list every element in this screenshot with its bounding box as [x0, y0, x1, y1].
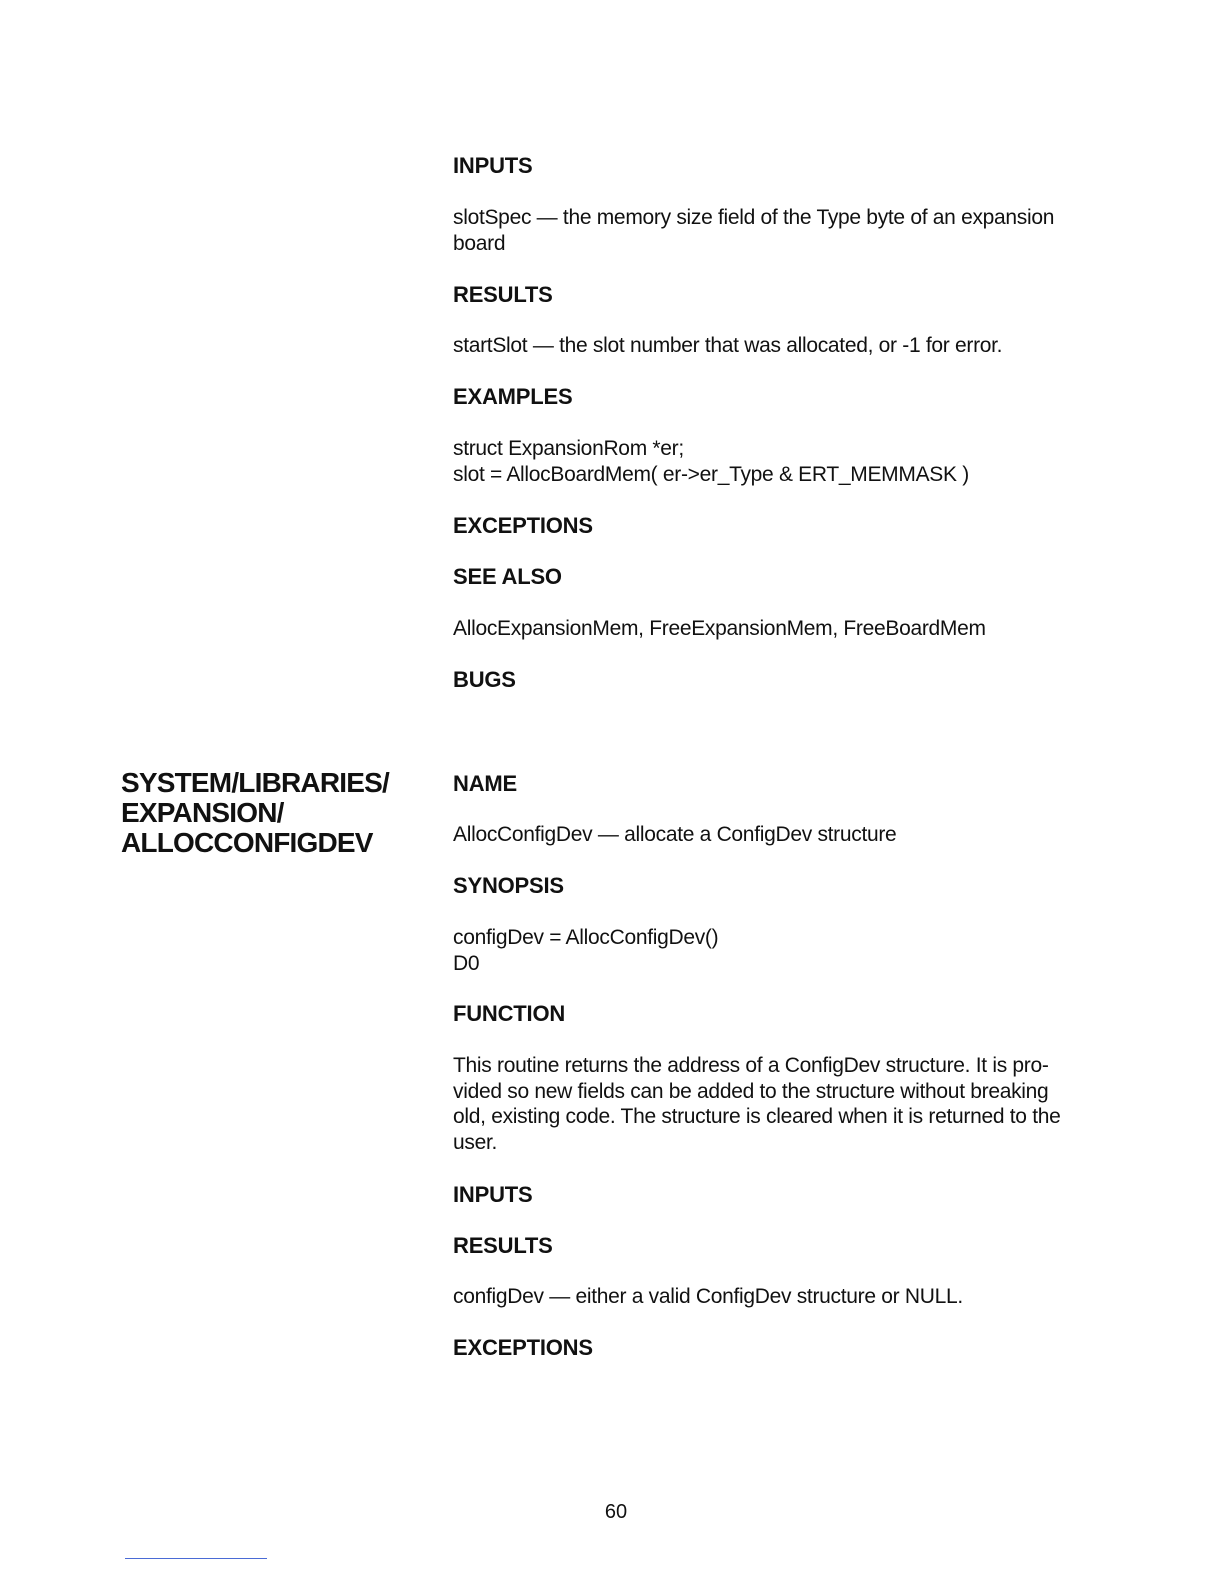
- prev-bugs-heading: BUGS: [453, 667, 516, 692]
- text-line: startSlot — the slot number that was allocated, or -1 for error.: [453, 334, 1003, 357]
- exceptions-heading: EXCEPTIONS: [453, 1335, 593, 1360]
- results-text: [453, 1284, 1103, 1310]
- text-line: user.: [453, 1130, 498, 1154]
- text-line: AllocExpansionMem, FreeExpansionMem, FreeBoardMem: [453, 617, 986, 640]
- name-text: [453, 822, 1103, 848]
- synopsis-heading: SYNOPSIS: [453, 873, 564, 898]
- prev-exceptions-heading: EXCEPTIONS: [453, 513, 593, 538]
- text-line: configDev — either a valid ConfigDev structure or NULL.: [453, 1285, 963, 1308]
- code-line: slot = AllocBoardMem( er->er_Type & ERT_MEMMASK ): [453, 462, 969, 486]
- prev-examples-heading: EXAMPLES: [453, 384, 573, 409]
- prev-see-also-text: [453, 616, 1103, 642]
- function-heading: FUNCTION: [453, 1001, 566, 1026]
- page-number: 60: [604, 1501, 628, 1523]
- prev-inputs-heading: INPUTS: [453, 153, 533, 178]
- text-line: AllocConfigDev — allocate a ConfigDev structure: [453, 823, 897, 846]
- text-line: old, existing code. The structure is cleared when it is returned to the: [453, 1105, 1061, 1128]
- prev-inputs-text: [453, 205, 1103, 256]
- entry-title-line: ALLOCCONFIGDEV: [121, 827, 373, 858]
- inputs-heading: INPUTS: [453, 1182, 533, 1207]
- text-line: slotSpec — the memory size field of the Type byte of an expansion: [453, 206, 1055, 229]
- code-line: D0: [453, 951, 480, 975]
- text-line: This routine returns the address of a ConfigDev structure. It is pro-: [453, 1054, 1049, 1077]
- synopsis-code: [453, 925, 1103, 976]
- text-line: vided so new fields can be added to the structure without breaking: [453, 1079, 1049, 1103]
- entry-title-line: EXPANSION/: [121, 797, 284, 828]
- code-line: configDev = AllocConfigDev(): [453, 926, 719, 949]
- prev-see-also-heading: SEE ALSO: [453, 564, 562, 589]
- prev-examples-code: [453, 436, 1103, 487]
- entry-title-line: SYSTEM/LIBRARIES/: [121, 767, 389, 798]
- text-line: board: [453, 231, 506, 255]
- name-heading: NAME: [453, 771, 517, 796]
- entry-title: [121, 768, 421, 858]
- function-text: [453, 1053, 1103, 1155]
- results-heading: RESULTS: [453, 1233, 553, 1258]
- code-line: struct ExpansionRom *er;: [453, 437, 684, 460]
- prev-results-heading: RESULTS: [453, 282, 553, 307]
- prev-results-text: [453, 333, 1103, 359]
- footer-rule: [125, 1558, 267, 1559]
